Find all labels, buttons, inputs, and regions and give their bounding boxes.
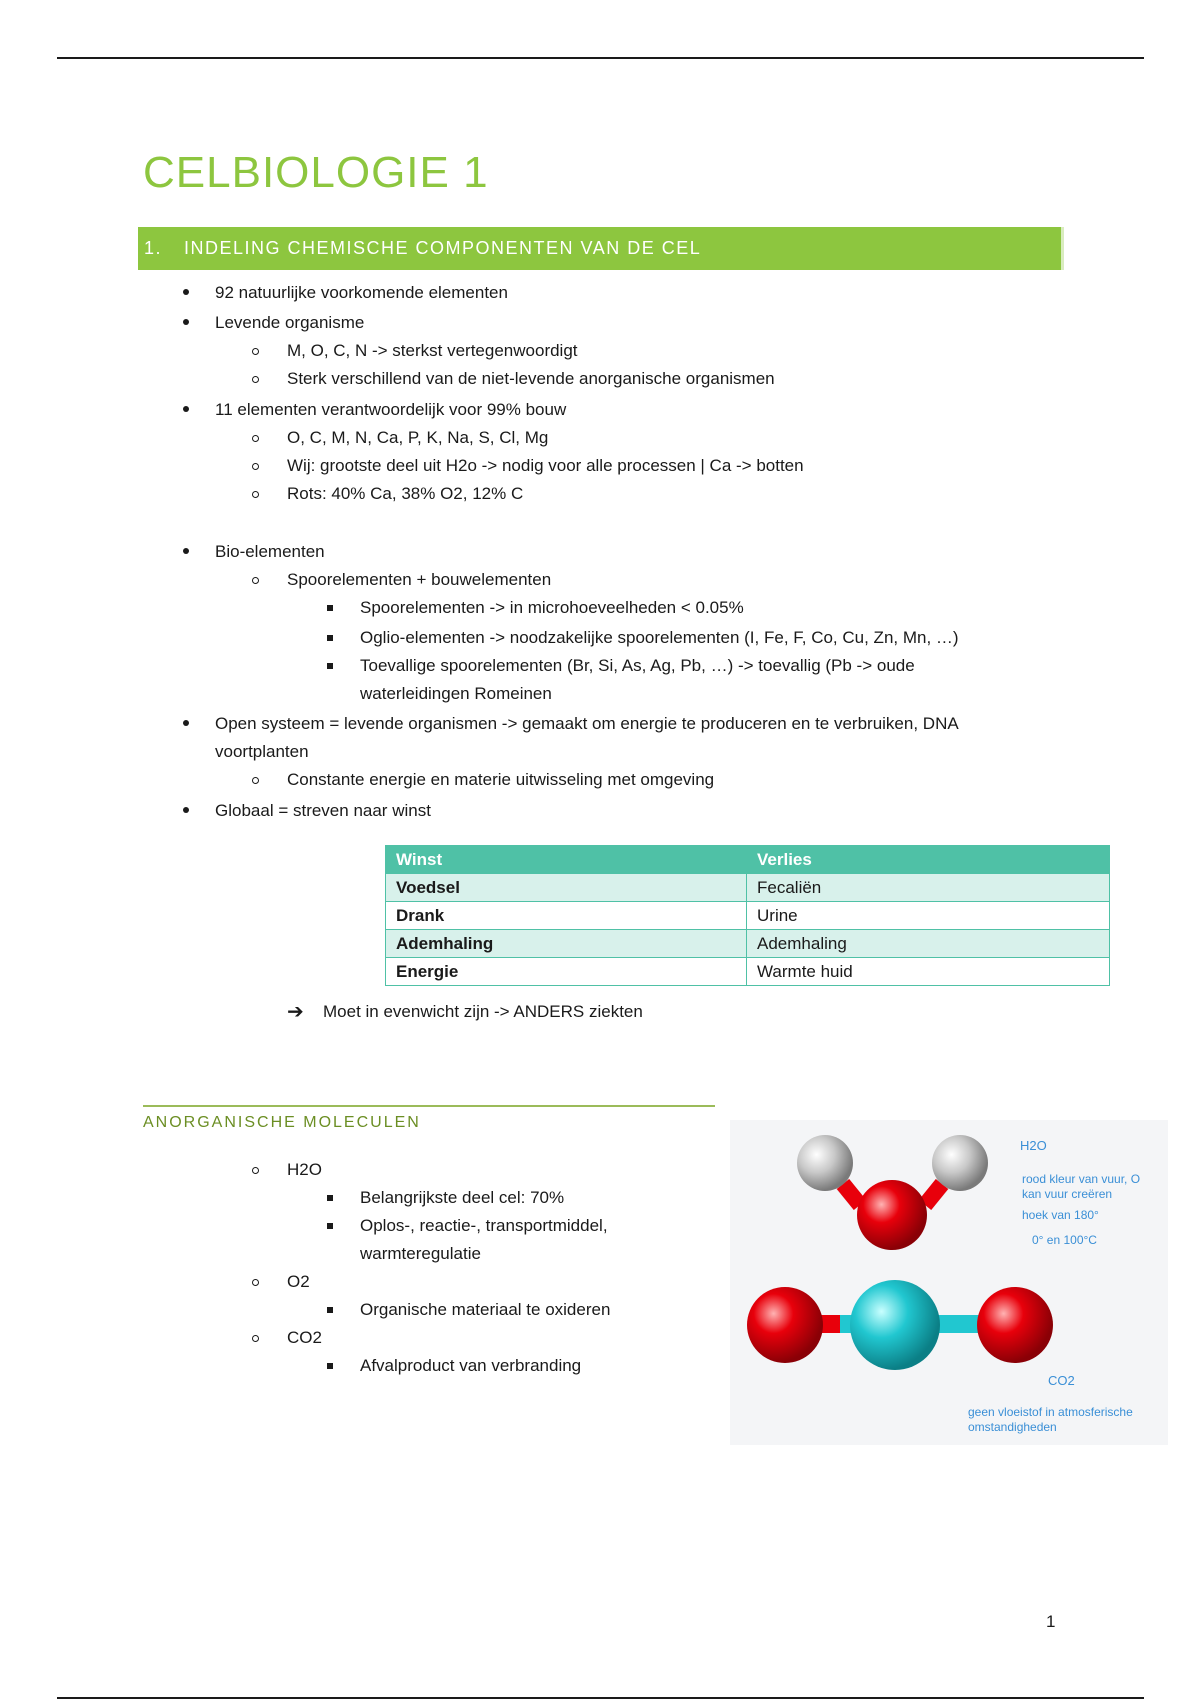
circle-bullet-icon xyxy=(252,435,259,442)
table-cell: Warmte huid xyxy=(747,958,1110,986)
list-item: CO2 xyxy=(287,1328,322,1347)
h2o-note: rood kleur van vuur, O xyxy=(1022,1172,1141,1186)
section-number: 1. xyxy=(144,238,163,258)
list-item: Bio-elementen xyxy=(215,542,325,561)
circle-bullet-icon xyxy=(252,463,259,470)
square-bullet-icon xyxy=(327,605,333,611)
table-cell: Urine xyxy=(747,902,1110,930)
table-row xyxy=(386,958,1110,986)
arrow-right-icon: ➔ xyxy=(287,1001,304,1023)
square-bullet-icon xyxy=(327,1307,333,1313)
list-item: Organische materiaal te oxideren xyxy=(360,1300,611,1319)
table-row xyxy=(386,902,1110,930)
list-item: Spoorelementen + bouwelementen xyxy=(287,570,552,589)
table-cell: Energie xyxy=(386,958,747,986)
section-heading: INDELING CHEMISCHE COMPONENTEN VAN DE CEL xyxy=(184,238,702,258)
list-item: M, O, C, N -> sterkst vertegenwoordigt xyxy=(287,341,578,360)
circle-bullet-icon xyxy=(252,1279,259,1286)
list-item: Belangrijkste deel cel: 70% xyxy=(360,1188,565,1207)
table-cell: Fecaliën xyxy=(747,874,1110,902)
list-item: Rots: 40% Ca, 38% O2, 12% C xyxy=(287,484,524,503)
h2o-note: hoek van 180° xyxy=(1022,1208,1099,1222)
list-item: Sterk verschillend van de niet-levende anorganische organismen xyxy=(287,369,775,388)
table-cell: Drank xyxy=(386,902,747,930)
list-item: Globaal = streven naar winst xyxy=(215,801,431,820)
table-header-row xyxy=(386,846,1110,874)
co2-note: omstandigheden xyxy=(968,1420,1057,1434)
h2o-model xyxy=(797,1135,988,1250)
list-item: Constante energie en materie uitwisseling met omgeving xyxy=(287,770,715,789)
list-item: Oglio-elementen -> noodzakelijke spoorelementen (I, Fe, F, Co, Cu, Zn, Mn, …) xyxy=(360,628,959,647)
list-item: H2O xyxy=(287,1160,322,1179)
list-item: O, C, M, N, Ca, P, K, Na, S, Cl, Mg xyxy=(287,428,549,447)
square-bullet-icon xyxy=(327,663,333,669)
section-heading-bar xyxy=(138,227,1064,270)
table-row xyxy=(386,874,1110,902)
list-item: Wij: grootste deel uit H2o -> nodig voor alle processen | Ca -> botten xyxy=(287,456,804,475)
list-item: Afvalproduct van verbranding xyxy=(360,1356,582,1375)
bullet-icon xyxy=(183,720,189,726)
circle-bullet-icon xyxy=(252,777,259,784)
circle-bullet-icon xyxy=(252,1167,259,1174)
h2o-label: H2O xyxy=(1020,1138,1047,1153)
square-bullet-icon xyxy=(327,1223,333,1229)
co2-label: CO2 xyxy=(1048,1373,1075,1388)
bullet-icon xyxy=(183,319,189,325)
list-item-continuation: voortplanten xyxy=(215,742,309,761)
list-item: 92 natuurlijke voorkomende elementen xyxy=(215,283,508,302)
circle-bullet-icon xyxy=(252,491,259,498)
table-cell: Ademhaling xyxy=(747,930,1110,958)
list-item: Levende organisme xyxy=(215,313,365,332)
h2o-note: kan vuur creëren xyxy=(1022,1187,1113,1201)
list-item: Spoorelementen -> in microhoeveelheden < 0.05% xyxy=(360,598,744,617)
circle-bullet-icon xyxy=(252,1335,259,1342)
table-header: Winst xyxy=(386,846,747,874)
square-bullet-icon xyxy=(327,1195,333,1201)
co2-note: geen vloeistof in atmosferische xyxy=(968,1405,1133,1419)
table-row xyxy=(386,930,1110,958)
square-bullet-icon xyxy=(327,635,333,641)
list-item: Toevallige spoorelementen (Br, Si, As, Ag, Pb, …) -> toevallig (Pb -> oude xyxy=(360,656,915,675)
list-item: Open systeem = levende organismen -> gemaakt om energie te produceren en te verbruiken, DNA xyxy=(215,714,959,733)
bullet-icon xyxy=(183,548,189,554)
table-cell: Voedsel xyxy=(386,874,747,902)
header-rule xyxy=(57,57,1144,59)
bullet-icon xyxy=(183,807,189,813)
h2o-note: 0° en 100°C xyxy=(1032,1233,1097,1247)
list-item: Oplos-, reactie-, transportmiddel, xyxy=(360,1216,608,1235)
arrow-note: Moet in evenwicht zijn -> ANDERS ziekten xyxy=(323,1002,643,1021)
circle-bullet-icon xyxy=(252,348,259,355)
subsection-rule xyxy=(143,1105,715,1107)
page-title: CELBIOLOGIE 1 xyxy=(143,148,489,197)
molecule-models xyxy=(730,1120,1168,1445)
molecule-figure xyxy=(730,1120,1168,1445)
subsection-heading: ANORGANISCHE MOLECULEN xyxy=(143,1114,421,1131)
table-header: Verlies xyxy=(747,846,1110,874)
winst-verlies-table xyxy=(385,845,1110,986)
bullet-icon xyxy=(183,289,189,295)
list-item: 11 elementen verantwoordelijk voor 99% bouw xyxy=(215,400,567,419)
list-item-continuation: warmteregulatie xyxy=(360,1244,481,1263)
footer-rule xyxy=(57,1697,1144,1699)
table-cell: Ademhaling xyxy=(386,930,747,958)
circle-bullet-icon xyxy=(252,376,259,383)
list-item-continuation: waterleidingen Romeinen xyxy=(360,684,552,703)
list-item: O2 xyxy=(287,1272,310,1291)
page-number: 1 xyxy=(1046,1612,1056,1631)
square-bullet-icon xyxy=(327,1363,333,1369)
circle-bullet-icon xyxy=(252,577,259,584)
co2-model xyxy=(747,1280,1053,1370)
bullet-icon xyxy=(183,406,189,412)
